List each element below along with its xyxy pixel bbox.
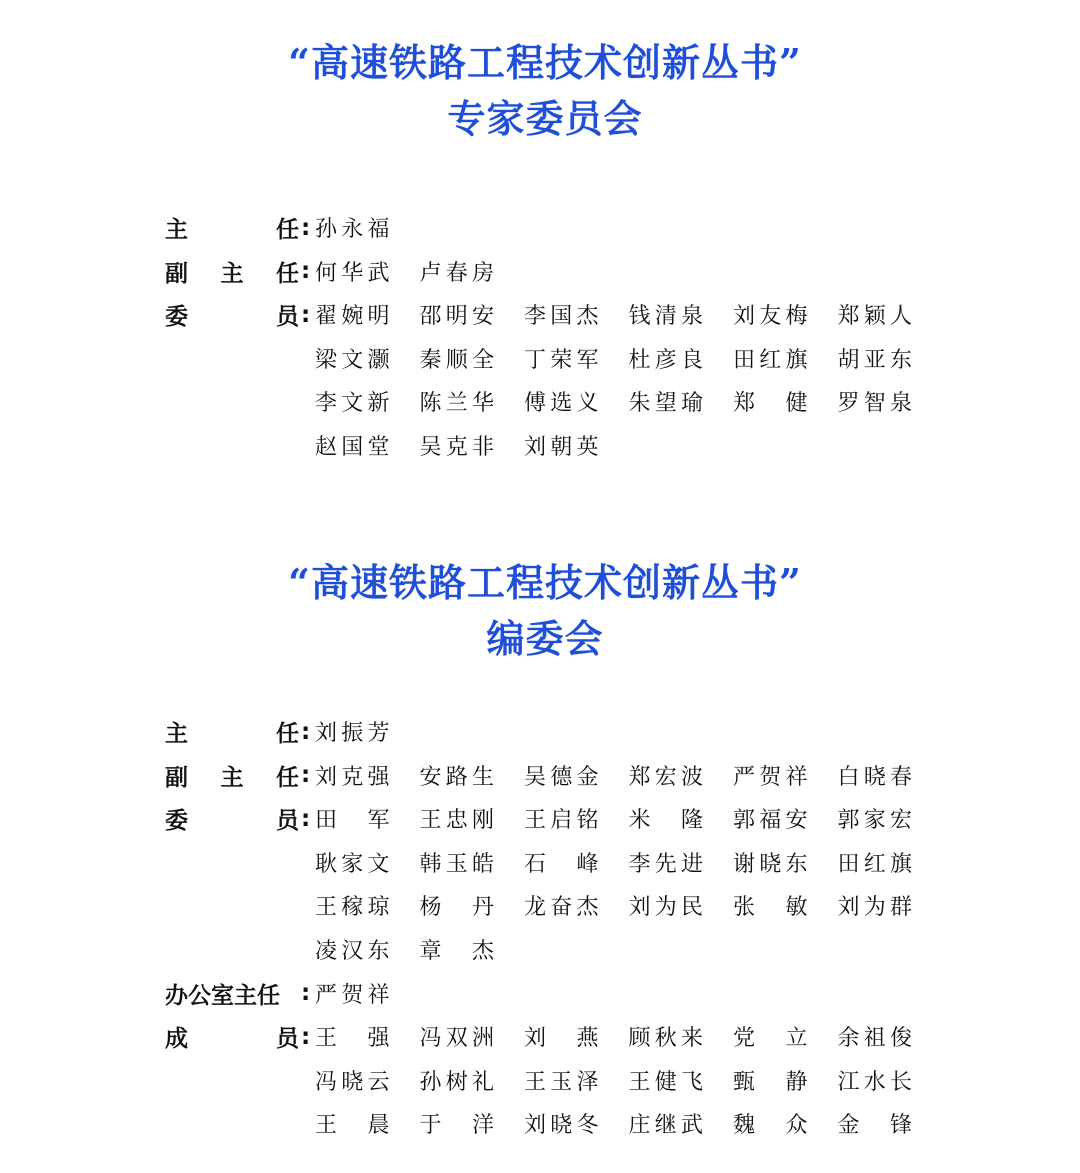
member-name: 朱 望 瑜 bbox=[628, 391, 703, 417]
member-name: 于 洋 bbox=[419, 1113, 494, 1139]
member-name: 王 强 bbox=[315, 1026, 390, 1052]
member-name: 何 华 武 bbox=[315, 260, 390, 286]
member-name: 刘 克 强 bbox=[315, 764, 390, 790]
member-name: 郑 宏 波 bbox=[628, 764, 703, 790]
member-name: 刘 燕 bbox=[524, 1026, 599, 1052]
member-name: 冯 双 洲 bbox=[419, 1026, 494, 1052]
member-name: 章 杰 bbox=[419, 939, 494, 964]
member-name: 冯 晓 云 bbox=[315, 1069, 390, 1095]
member-row bbox=[165, 206, 420, 249]
committee-name: 专家委员会 bbox=[447, 96, 643, 141]
member-name: 王 启 铭 bbox=[524, 808, 599, 834]
member-name: 余 祖 俊 bbox=[837, 1026, 912, 1052]
member-name: 党 立 bbox=[733, 1026, 808, 1052]
member-name: 王 健 飞 bbox=[628, 1069, 703, 1095]
member-name: 丁 荣 军 bbox=[524, 347, 599, 373]
member-name: 刘 友 梅 bbox=[733, 304, 808, 330]
member-row bbox=[165, 841, 942, 884]
member-name: 陈 兰 华 bbox=[419, 391, 494, 417]
member-name: 龙 奋 杰 bbox=[524, 895, 599, 921]
committee-name: 编委会 bbox=[486, 616, 604, 661]
member-name: 刘 朝 英 bbox=[524, 435, 599, 460]
member-name: 金 锋 bbox=[837, 1113, 912, 1139]
member-name: 谢 晓 东 bbox=[733, 851, 808, 877]
member-name: 刘 振 芳 bbox=[315, 721, 390, 746]
member-name: 杜 彦 良 bbox=[628, 347, 703, 373]
member-name: 米 隆 bbox=[628, 808, 703, 834]
member-name: 李 国 杰 bbox=[524, 304, 599, 330]
role-label: 委 员 : bbox=[165, 805, 311, 835]
member-name: 魏 众 bbox=[733, 1113, 808, 1139]
member-row bbox=[165, 1059, 942, 1102]
member-name: 严 贺 祥 bbox=[733, 764, 808, 790]
role-label: 成 员 : bbox=[165, 1023, 311, 1053]
member-name: 邵 明 安 bbox=[419, 304, 494, 330]
member-name: 王 晨 bbox=[315, 1113, 390, 1139]
member-row bbox=[165, 1015, 942, 1058]
member-name: 耿 家 文 bbox=[315, 851, 390, 877]
member-name: 刘 晓 冬 bbox=[524, 1113, 599, 1139]
member-name: 傅 选 义 bbox=[524, 391, 599, 417]
member-name: 孙 永 福 bbox=[315, 217, 390, 242]
member-name: 李 文 新 bbox=[315, 391, 390, 417]
member-name: 赵 国 堂 bbox=[315, 435, 390, 460]
member-name: 杨 丹 bbox=[419, 895, 494, 921]
member-row bbox=[165, 972, 420, 1015]
role-label: 办公室主任 : bbox=[165, 980, 311, 1009]
member-name: 韩 玉 皓 bbox=[419, 851, 494, 877]
series-title: “高速铁路工程技术创新丛书” bbox=[288, 560, 802, 605]
member-name: 翟 婉 明 bbox=[315, 304, 390, 330]
member-name: 王 玉 泽 bbox=[524, 1069, 599, 1095]
member-name: 郑 颖 人 bbox=[837, 304, 912, 330]
member-name: 李 先 进 bbox=[628, 851, 703, 877]
member-name: 田 红 旗 bbox=[837, 851, 912, 877]
member-name: 钱 清 泉 bbox=[628, 304, 703, 330]
member-name: 田 红 旗 bbox=[733, 347, 808, 373]
member-name: 孙 树 礼 bbox=[419, 1069, 494, 1095]
member-row bbox=[165, 1102, 942, 1145]
member-name: 卢 春 房 bbox=[419, 260, 494, 286]
member-name: 江 水 长 bbox=[837, 1069, 912, 1095]
member-row bbox=[165, 380, 942, 423]
member-name: 刘 为 群 bbox=[837, 895, 912, 921]
member-row bbox=[165, 424, 629, 467]
member-name: 庄 继 武 bbox=[628, 1113, 703, 1139]
role-label: 副 主 任 : bbox=[165, 258, 311, 287]
role-label: 副 主 任 : bbox=[165, 762, 311, 791]
member-name: 张 敏 bbox=[733, 895, 808, 921]
role-label: 主 任 : bbox=[165, 718, 311, 747]
committee-title bbox=[0, 38, 1080, 144]
role-label: 主 任 : bbox=[165, 214, 311, 243]
member-row bbox=[165, 884, 942, 927]
member-row bbox=[165, 797, 942, 840]
member-name: 秦 顺 全 bbox=[419, 347, 494, 373]
member-name: 梁 文 灏 bbox=[315, 347, 390, 373]
member-name: 顾 秋 来 bbox=[628, 1026, 703, 1052]
member-name: 郭 福 安 bbox=[733, 808, 808, 834]
member-row bbox=[165, 928, 524, 971]
member-name: 王 忠 刚 bbox=[419, 808, 494, 834]
role-label: 委 员 : bbox=[165, 301, 311, 331]
member-name: 田 军 bbox=[315, 808, 390, 834]
member-name: 石 峰 bbox=[524, 851, 599, 877]
member-name: 郑 健 bbox=[733, 391, 808, 417]
member-name: 吴 德 金 bbox=[524, 764, 599, 790]
member-name: 王 稼 琼 bbox=[315, 895, 390, 921]
member-row bbox=[165, 250, 524, 293]
member-name: 甄 静 bbox=[733, 1069, 808, 1095]
member-name: 凌 汉 东 bbox=[315, 939, 390, 964]
member-name: 胡 亚 东 bbox=[837, 347, 912, 373]
member-row bbox=[165, 754, 942, 797]
committee-title bbox=[0, 558, 1080, 664]
member-name: 刘 为 民 bbox=[628, 895, 703, 921]
member-name: 严 贺 祥 bbox=[315, 982, 390, 1008]
member-row bbox=[165, 337, 942, 380]
series-title: “高速铁路工程技术创新丛书” bbox=[288, 40, 802, 85]
member-name: 罗 智 泉 bbox=[837, 391, 912, 417]
member-name: 安 路 生 bbox=[419, 764, 494, 790]
member-name: 郭 家 宏 bbox=[837, 808, 912, 834]
member-name: 吴 克 非 bbox=[419, 435, 494, 460]
member-name: 白 晓 春 bbox=[837, 764, 912, 790]
member-row bbox=[165, 710, 420, 753]
member-row bbox=[165, 293, 942, 336]
